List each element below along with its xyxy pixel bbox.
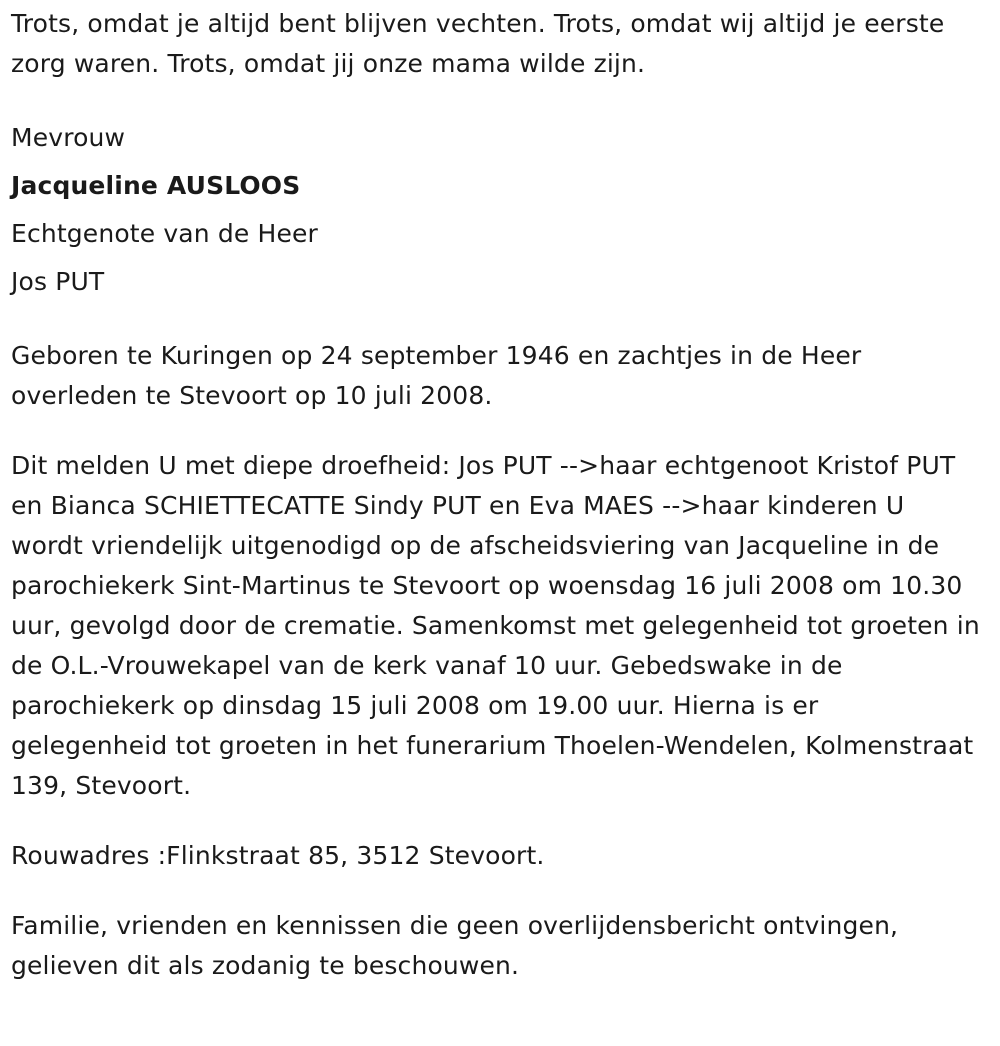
spouse-name: Jos PUT <box>11 267 105 296</box>
relation-line: Echtgenote van de Heer <box>11 219 318 248</box>
spacer <box>11 416 980 446</box>
deceased-name: Jacqueline AUSLOOS <box>11 171 301 200</box>
spacer <box>11 806 980 836</box>
salutation: Mevrouw <box>11 123 126 152</box>
announcement-paragraph: Dit melden U met diepe droefheid: Jos PUT -->haar echtgenoot Kristof PUT en Bianca SCHIETTECATTE Sindy PUT en Eva MAES -->haar kinderen U wordt vriendelijk uitgenodigd op de afscheidsviering van Jacqueline in de parochiekerk Sint-Martinus te Stevoort op woensdag 16 juli 2008 om 10.30 uur, gevolgd door de crematie. Samenkomst met gelegenheid tot groeten in de O.L.-Vrouwekapel van de kerk vanaf 10 uur. Gebedswake in de parochiekerk op dinsdag 15 juli 2008 om 19.00 uur. Hierna is er gelegenheid tot groeten in het funerarium Thoelen-Wendelen, Kolmenstraat 139, Stevoort. <box>11 451 980 800</box>
birth-death-paragraph: Geboren te Kuringen op 24 september 1946 en zachtjes in de Heer overleden te Stevoort op 10 juli 2008. <box>11 341 862 410</box>
intro-paragraph: Trots, omdat je altijd bent blijven vechten. Trots, omdat wij altijd je eerste zorg waren. Trots, omdat jij onze mama wilde zijn. <box>11 9 945 78</box>
closing-paragraph: Familie, vrienden en kennissen die geen overlijdensbericht ontvingen, gelieven dit als zodanig te beschouwen. <box>11 911 899 980</box>
spacer <box>11 84 980 114</box>
spacer <box>11 876 980 906</box>
spacer <box>11 306 980 336</box>
mourning-address: Rouwadres :Flinkstraat 85, 3512 Stevoort. <box>11 841 545 870</box>
